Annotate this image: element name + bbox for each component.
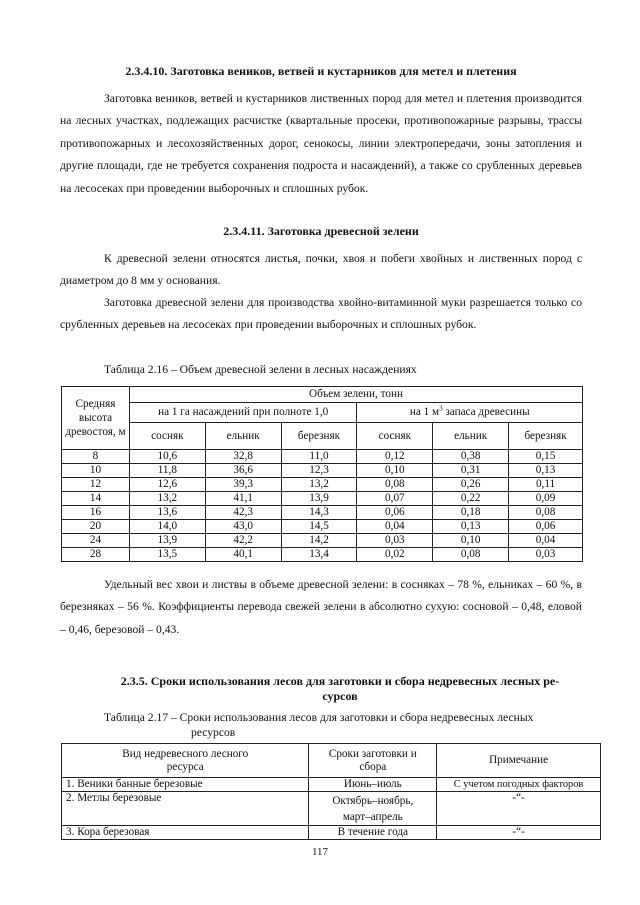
cell: 42,3 [205, 506, 281, 520]
cell: 0,22 [433, 492, 509, 506]
cell: 13,9 [129, 534, 205, 548]
cell: 14,3 [281, 506, 357, 520]
cell: 0,13 [433, 520, 509, 534]
cell: 0,08 [433, 548, 509, 562]
paragraph-wood-greenery-harvest: Заготовка древесной зелени для производства хвойно-витаминной муки разрешается только со срубленных деревьев на лесосеках при проведении выборочных и сплошных рубок. [60, 296, 582, 332]
col-header-note: Примечание [437, 744, 601, 778]
cell: 11,0 [281, 450, 357, 464]
cell: 41,1 [205, 492, 281, 506]
table-row [62, 492, 583, 506]
cell: 14,5 [281, 520, 357, 534]
col-header-height: Средняя высота древостоя, м [62, 387, 130, 450]
cell: 0,08 [357, 478, 433, 492]
cell: 1. Веники банные березовые [62, 778, 309, 792]
cell: 0,04 [357, 520, 433, 534]
cell: 12,6 [129, 478, 205, 492]
table-2-17 [61, 743, 601, 840]
cell: 0,11 [509, 478, 583, 492]
table-row [62, 450, 583, 464]
cell: 13,6 [129, 506, 205, 520]
cell: 0,10 [357, 464, 433, 478]
table-2-16-caption: Таблица 2.16 – Объем древесной зелени в лесных насаждениях [104, 363, 417, 376]
table-row [62, 520, 583, 534]
page-number: 117 [311, 846, 329, 858]
subheader-pine: сосняк [357, 423, 433, 450]
heading-line: 2.3.5. Сроки использования лесов для заготовки и сбора недревесных лесных ре- [120, 674, 560, 688]
caption-line: Таблица 2.17 – Сроки использования лесов для заготовки и сбора недревесных лесных [104, 711, 534, 724]
cell: 0,13 [509, 464, 583, 478]
cell: 40,1 [205, 548, 281, 562]
cell: 32,8 [205, 450, 281, 464]
table-row [62, 534, 583, 548]
section-heading-2-3-5 [100, 674, 580, 704]
cell: -“- [437, 792, 601, 826]
cell: 13,5 [129, 548, 205, 562]
cell: 0,07 [357, 492, 433, 506]
paragraph-wood-greenery-definition: К древесной зелени относятся листья, почки, хвоя и побеги хвойных и лиственных пород с диаметром до 8 мм у основания. [60, 252, 582, 288]
cell: 3. Кора березовая [62, 826, 309, 840]
table-row [62, 778, 601, 792]
caption-line: ресурсов [191, 726, 236, 739]
cell: 42,2 [205, 534, 281, 548]
subheader-spruce: ельник [433, 423, 509, 450]
cell: 0,04 [509, 534, 583, 548]
cell: 14 [62, 492, 130, 506]
col-header-resource: Вид недревесного лесного ресурса [62, 744, 309, 778]
cell: 13,2 [281, 478, 357, 492]
cell: 13,9 [281, 492, 357, 506]
cell: 0,06 [509, 520, 583, 534]
cell: 24 [62, 534, 130, 548]
table-row [62, 826, 601, 840]
col-group-per-ha: на 1 га насаждений при полноте 1,0 [129, 403, 357, 423]
cell: 10 [62, 464, 130, 478]
cell: 14,0 [129, 520, 205, 534]
cell: 0,03 [357, 534, 433, 548]
cell: 39,3 [205, 478, 281, 492]
cell: 14,2 [281, 534, 357, 548]
cell: 0,08 [509, 506, 583, 520]
cell: 0,12 [357, 450, 433, 464]
cell: Июнь–июль [309, 778, 437, 792]
cell: 20 [62, 520, 130, 534]
table-row [62, 464, 583, 478]
subheader-pine: сосняк [129, 423, 205, 450]
cell: 0,03 [509, 548, 583, 562]
cell: В течение года [309, 826, 437, 840]
cell: 12,3 [281, 464, 357, 478]
col-group-per-m3: на 1 $м^3$ запаса древесины [357, 403, 583, 423]
cell: 11,8 [129, 464, 205, 478]
table-row [62, 478, 583, 492]
subheader-spruce: ельник [205, 423, 281, 450]
table-row [62, 548, 583, 562]
cell: 0,26 [433, 478, 509, 492]
col-header-period: Сроки заготовки и сбора [309, 744, 437, 778]
cell: 0,18 [433, 506, 509, 520]
subheader-birch: березняк [509, 423, 583, 450]
cell: 13,2 [129, 492, 205, 506]
cell: 13,4 [281, 548, 357, 562]
cell: 0,10 [433, 534, 509, 548]
cell: 10,6 [129, 450, 205, 464]
cell: 0,31 [433, 464, 509, 478]
cell: Октябрь–ноябрь, март–апрель [309, 792, 437, 826]
cell: -“- [437, 826, 601, 840]
cell: 0,09 [509, 492, 583, 506]
cell: 8 [62, 450, 130, 464]
cell: 36,6 [205, 464, 281, 478]
section-heading-2-3-4-10: 2.3.4.10. Заготовка веников, ветвей и кустарников для метел и плетения [125, 64, 517, 78]
cell: 16 [62, 506, 130, 520]
table-2-17-caption [104, 710, 533, 740]
col-header-volume: Объем зелени, тонн [129, 387, 582, 403]
cell: С учетом погодных факторов [437, 778, 601, 792]
cell: 43,0 [205, 520, 281, 534]
cell: 0,02 [357, 548, 433, 562]
paragraph-brooms: Заготовка веников, ветвей и кустарников лиственных пород для метел и плетения производится на лесных участках, подлежащих расчистке (квартальные просеки, противопожарные разрывы, трассы противопожарных и лесохозяйственных дорог, сенокосы, линии электропередачи, зоны затопления и другие площади, где не требуется сохранения подроста и насаждений), а также со срубленных деревьев на лесосеках при проведении выборочных и сплошных рубок. [60, 92, 582, 195]
heading-line: сурсов [322, 689, 358, 703]
paragraph-needle-share: Удельный вес хвои и листвы в объеме древесной зелени: в сосняках – 78 %, ельниках – 60 %, в березняках – 56 %. Коэффициенты перевода свежей зелени в абсолютно сухую: сосновой – 0,48, еловой – 0,46, березовой – 0,43. [60, 578, 582, 636]
cell: 12 [62, 478, 130, 492]
table-row [62, 792, 601, 826]
cell: 2. Метлы березовые [62, 792, 309, 826]
cell: 28 [62, 548, 130, 562]
table-2-16 [61, 386, 583, 562]
cell: 0,15 [509, 450, 583, 464]
subheader-birch: березняк [281, 423, 357, 450]
table-row [62, 506, 583, 520]
cell: 0,38 [433, 450, 509, 464]
section-heading-2-3-4-11: 2.3.4.11. Заготовка древесной зелени [223, 224, 419, 238]
cell: 0,06 [357, 506, 433, 520]
